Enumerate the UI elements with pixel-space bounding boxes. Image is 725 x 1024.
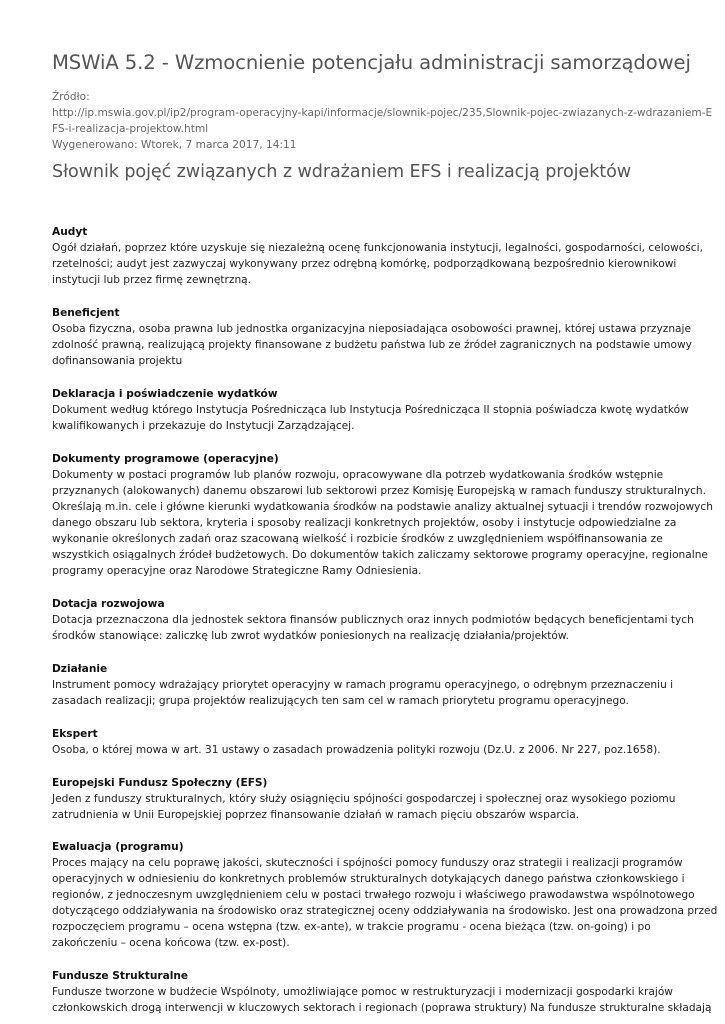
definition-line: wszystkich osiągalnych źródeł budżetowych. Do dokumentów takich zaliczamy sektorowe programy operacyjne, regionalne [52,549,708,561]
glossary-term: Audyt [52,226,88,238]
glossary-definition [52,467,713,579]
glossary-entry [52,661,677,709]
source-url-line-1: http://ip.mswia.gov.pl/ip2/program-operacyjny-kapi/informacje/slownik-pojec/235,Slownik-pojec-zwiazanych-z-wdrazaniem-E [52,107,713,119]
glossary-definition [52,677,677,709]
glossary-entry [52,726,677,758]
glossary-term: Dotacja rozwojowa [52,598,165,610]
glossary-definition [52,791,677,823]
glossary-entries [52,207,718,1016]
definition-line: rzetelności; audyt jest zazwyczaj wykonywany przez odrębną komórkę, podporządkowaną bezpośrednio kierownikowi [52,258,677,270]
definition-line: instytucji lub przez firmę zewnętrzną. [52,274,252,286]
source-url-line-2: FS-i-realizacja-projektow.html [52,123,209,135]
definition-line: Określają m.in. cele i główne kierunki wydatkowania środków na podstawie analizy aktualnej sytuacji i trendów rozwojowych [52,501,713,513]
glossary-definition [52,402,689,434]
definition-line: przyznanych (alokowanych) danemu obszarowi lub sektorowi przez Komisję Europejską w ramach funduszy strukturalnych. [52,485,707,497]
definition-line: regionów, z jednoczesnym uwzględnieniem celu w postaci trwałego rozwoju i właściwego prawodawstwa wspólnotowego [52,889,695,901]
glossary-entry [52,775,677,823]
glossary-term: Fundusze Strukturalne [52,970,189,982]
definition-line: Osoba, o której mowa w art. 31 ustawy o zasadach prowadzenia polityki rozwoju (Dz.U. z 2006. Nr 227, poz.1658). [52,744,661,756]
glossary-term: Ewaluacja (programu) [52,841,184,853]
definition-line: Proces mający na celu poprawę jakości, skuteczności i spójności pomocy funduszy oraz strategii i realizacji programów [52,857,683,869]
glossary-definition [52,240,703,288]
glossary-definition [52,321,692,369]
definition-line: operacyjnych w odniesieniu do konkretnych problemów strukturalnych dotykających danego państwa członkowskiego i [52,873,685,885]
definition-line: Dotacja przeznaczona dla jednostek sektora finansów publicznych oraz innych podmiotów będących beneficjentami tych [52,614,694,626]
source-label: Źródło: [52,91,90,103]
glossary-entry [52,386,689,434]
glossary-term: Działanie [52,663,108,675]
glossary-definition [52,984,712,1016]
glossary-entry [52,305,692,369]
definition-line: zasadach realizacji; grupa projektów realizujących ten sam cel w ramach priorytetu programu operacyjnego. [52,695,629,707]
definition-line: zatrudnienia w Unii Europejskiej poprzez finansowanie działań w ramach pięciu obszarów wsparcia. [52,809,580,821]
definition-line: członkowskich drogą interwencji w kluczowych sektorach i regionach (poprawa struktury) Na fundusze strukturalne składają [52,1002,712,1014]
glossary-term: Ekspert [52,728,98,740]
definition-line: programy operacyjne oraz Narodowe Strategiczne Ramy Odniesienia. [52,565,422,577]
glossary-term: Deklaracja i poświadczenie wydatków [52,388,278,400]
definition-line: dotyczącego oddziaływania na środowisko oraz strategicznej oceny oddziaływania na środowisko. Jest ona prowadzona przed [52,905,718,917]
glossary-entry [52,839,718,951]
document-title: Słownik pojęć związanych z wdrażaniem EFS i realizacją projektów [52,162,632,182]
definition-line: danego obszaru lub sektora, kryteria i sposoby realizacji konkretnych projektów, osoby i instytucje odpowiedzialne za [52,517,677,529]
definition-line: zakończeniu – ocena końcowa (tzw. ex-post). [52,937,290,949]
glossary-entry [52,224,703,288]
definition-line: Fundusze tworzone w budżecie Wspólnoty, umożliwiające pomoc w restrukturyzacji i modernizacji gospodarki krajów [52,986,673,998]
glossary-definition [52,612,694,644]
glossary-term: Europejski Fundusz Społeczny (EFS) [52,777,268,789]
definition-line: Dokumenty w postaci programów lub planów rozwoju, opracowywane dla potrzeb wydatkowania środków wstępnie [52,469,664,481]
glossary-entry [52,596,694,644]
definition-line: Dokument według którego Instytucja Pośrednicząca lub Instytucja Pośrednicząca II stopnia poświadcza kwotę wydatków [52,404,689,416]
glossary-entry [52,451,713,579]
glossary-term: Beneficjent [52,307,120,319]
definition-line: wykonanie określonych zadań oraz szacowaną wielkość i rozbicie środków z uwzględnieniem współfinansowania ze [52,533,663,545]
definition-line: Instrument pomocy wdrażający priorytet operacyjny w ramach programu operacyjnego, o odrębnym przeznaczeniu i [52,679,674,691]
definition-line: Osoba fizyczna, osoba prawna lub jednostka organizacyjna nieposiadająca osobowości prawnej, której ustawa przyznaje [52,323,691,335]
definition-line: Ogół działań, poprzez które uzyskuje się niezależną ocenę funkcjonowania instytucji, legalności, gospodarności, celowości, [52,242,703,254]
definition-line: kwalifikowanych i przekazuje do Instytucji Zarządzającej. [52,420,355,432]
definition-line: środków stanowiące: zaliczkę lub zwrot wydatków poniesionych na realizację działania/projektów. [52,630,569,642]
source-meta [52,89,713,153]
definition-line: dofinansowania projektu [52,355,183,367]
glossary-entry [52,968,712,1016]
glossary-term: Dokumenty programowe (operacyjne) [52,453,279,465]
definition-line: rozpoczęciem programu – ocena wstępna (tzw. ex-ante), w trakcie programu - ocena bieżąca (tzw. on-going) i po [52,921,651,933]
generated-date: Wygenerowano: Wtorek, 7 marca 2017, 14:11 [52,139,297,151]
glossary-definition [52,855,718,951]
definition-line: zdolność prawną, realizującą projekty finansowane z budżetu państwa lub ze źródeł zagranicznych na podstawie umowy [52,339,692,351]
site-title: MSWiA 5.2 - Wzmocnienie potencjału administracji samorządowej [52,51,691,74]
glossary-definition [52,742,677,758]
definition-line: Jeden z funduszy strukturalnych, który służy osiągnięciu spójności gospodarczej i społecznej oraz wysokiego poziomu [52,793,676,805]
